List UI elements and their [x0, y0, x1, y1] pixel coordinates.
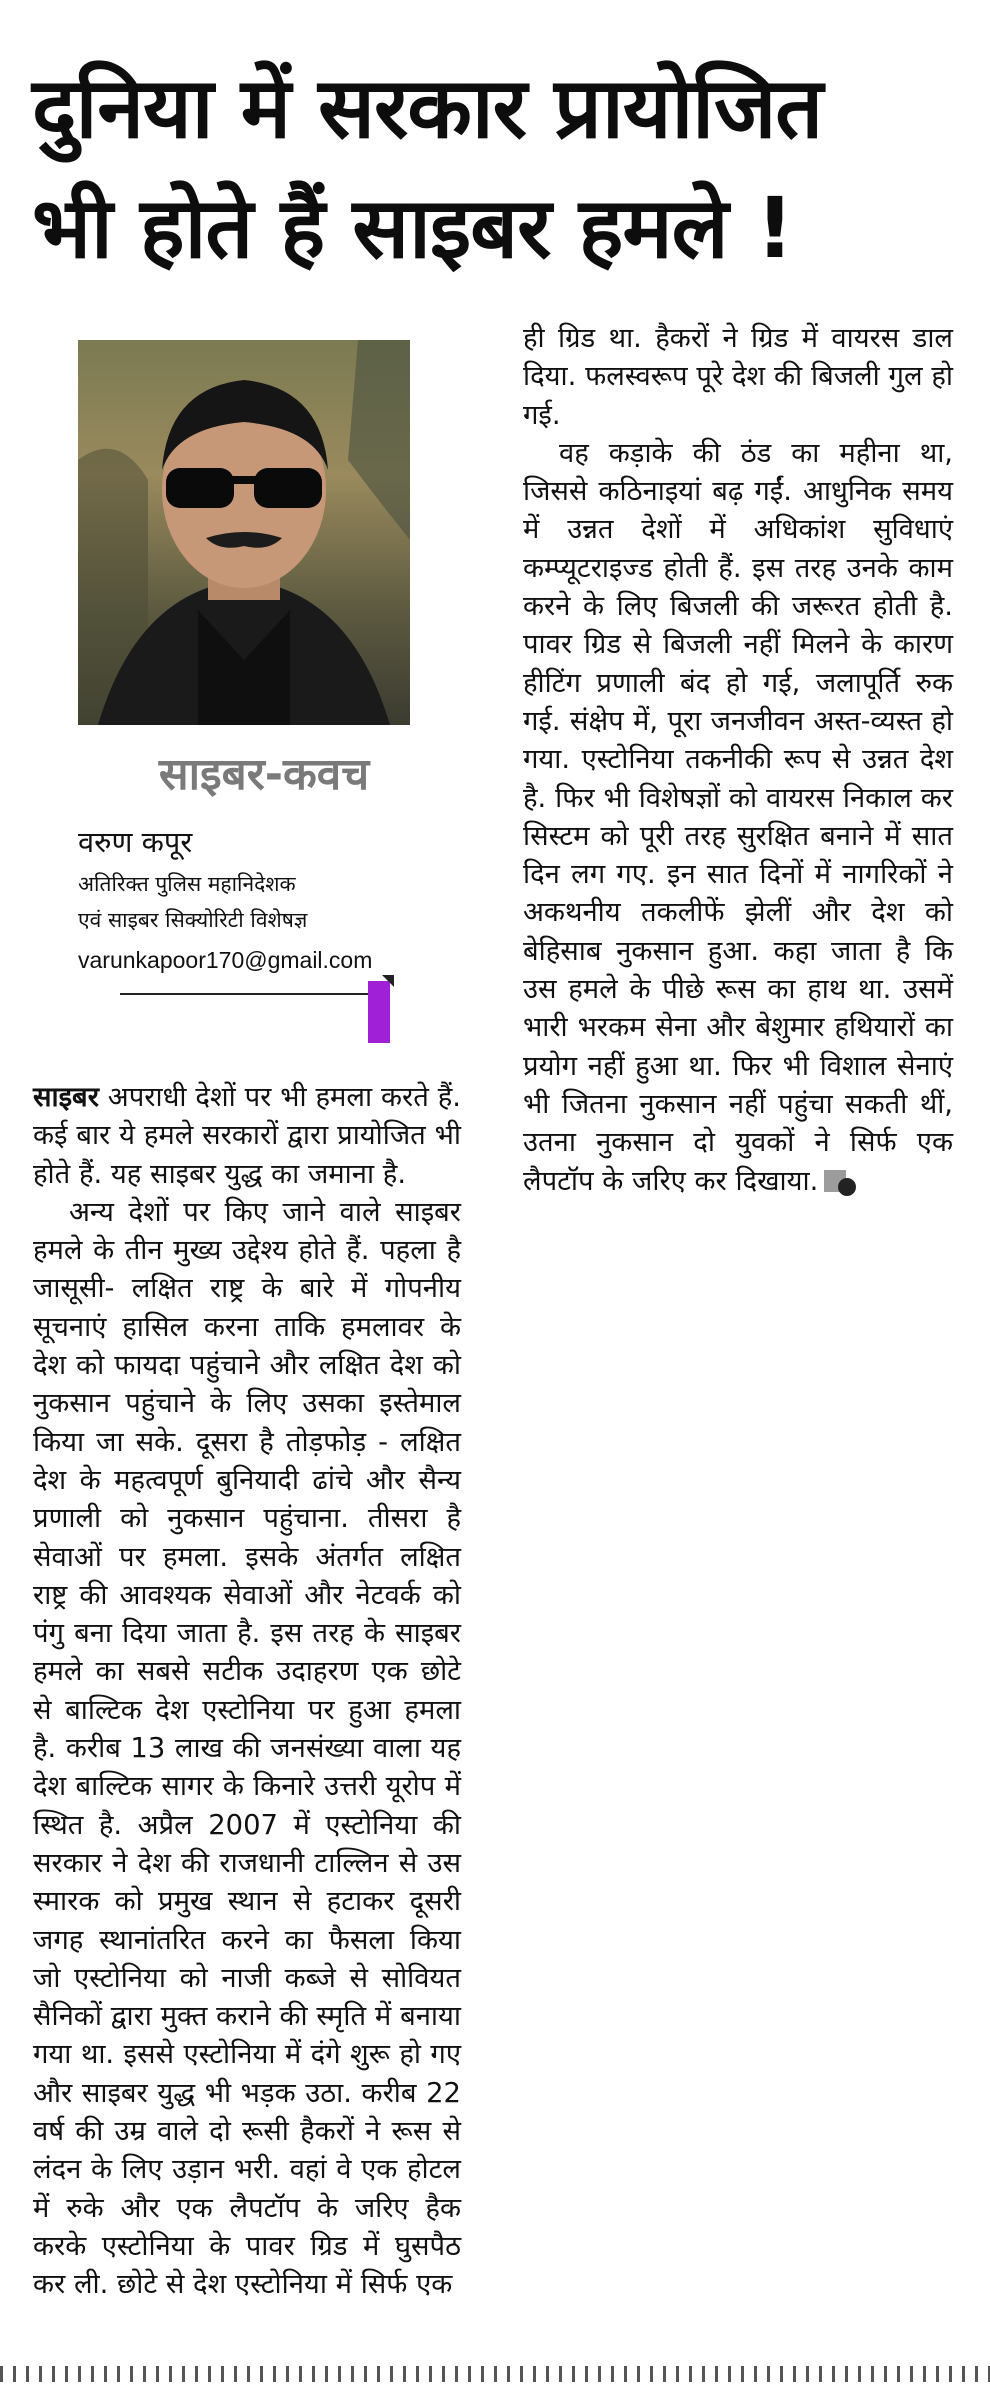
author-title-line-2: एवं साइबर सिक्योरिटी विशेषज्ञ	[78, 908, 308, 932]
author-title-line-1: अतिरिक्त पुलिस महानिदेशक	[78, 872, 296, 896]
author-name: वरुण कपूर	[78, 825, 193, 859]
author-portrait-image	[78, 340, 410, 725]
article-column-left	[33, 1079, 461, 2305]
headline-line-2: भी होते हैं साइबर हमले !	[32, 179, 794, 277]
page-bottom-border	[0, 2366, 990, 2382]
article-paragraph-3	[523, 435, 953, 1201]
column-name: साइबर-कवच	[158, 749, 370, 800]
article-paragraph-3-text: वह कड़ाके की ठंड का महीना था, जिससे कठिनाइयां बढ़ गईं. आधुनिक समय में उन्नत देशों में अधिकांश सुविधाएं कम्प्यूटराइज्ड होती हैं. इस तरह उनके काम करने के लिए बिजली की जरूरत होती है. पावर ग्रिड से बिजली नहीं मिलने के कारण हीटिंग प्रणाली बंद हो गई, जलापूर्ति रुक गई. संक्षेप में, पूरा जनजीवन अस्त-व्यस्त हो गया. एस्टोनिया तकनीकी रूप से उन्नत देश है. फिर भी विशेषज्ञों को वायरस निकाल कर सिस्टम को पूरी तरह सुरक्षित बनाने में सात दिन लग गए. इन सात दिनों में नागरिकों ने अकथनीय तकलीफें झेलीं और देश को बेहिसाब नुकसान हुआ. कहा जाता है कि उस हमले के पीछे रूस का हाथ था. उसमें भारी भरकम सेना और बेशुमार हथियारों का प्रयोग नहीं हुआ था. फिर भी विशाल सेनाएं भी जितना नुकसान नहीं पहुंचा सकती थीं, उतना नुकसान दो युवकों ने सिर्फ एक लैपटॉप के जरिए कर दिखाया.	[523, 437, 953, 1197]
headline	[32, 48, 962, 288]
end-of-article-icon	[824, 1170, 866, 1194]
article-lead-word: साइबर	[33, 1082, 99, 1113]
article-paragraph-2-continued: ही ग्रिड था. हैकरों ने ग्रिड में वायरस डाल दिया. फलस्वरूप पूरे देश की बिजली गुल हो गई.	[523, 323, 953, 431]
author-photo	[78, 340, 410, 725]
byline-accent-tab	[368, 981, 390, 1043]
article-paragraph-1	[33, 1079, 461, 1194]
byline-divider	[120, 993, 390, 995]
article-column-right	[523, 320, 953, 1201]
author-email[interactable]: varunkapoor170@gmail.com	[78, 947, 373, 973]
article-paragraph-2: अन्य देशों पर किए जाने वाले साइबर हमले के तीन मुख्य उद्देश्य होते हैं. पहला है जासूसी- लक्षित राष्ट्र के बारे में गोपनीय सूचनाएं हासिल करना ताकि हमलावर के देश को फायदा पहुंचाने और लक्षित देश को नुकसान पहुंचाने के लिए उसका इस्तेमाल किया जा सके. दूसरा है तोड़फोड़ - लक्षित देश के महत्वपूर्ण बुनियादी ढांचे और सैन्य प्रणाली को नुकसान पहुंचाना. तीसरा है सेवाओं पर हमला. इसके अंतर्गत लक्षित राष्ट्र की आवश्यक सेवाओं और नेटवर्क को पंगु बना दिया जाता है. इस तरह के साइबर हमले का सबसे सटीक उदाहरण एक छोटे से बाल्टिक देश एस्टोनिया पर हुआ हमला है. करीब 13 लाख की जनसंख्या वाला यह देश बाल्टिक सागर के किनारे उत्तरी यूरोप में स्थित है. अप्रैल 2007 में एस्टोनिया की सरकार ने देश की राजधानी टाल्लिन से उस स्मारक को प्रमुख स्थान से हटाकर दूसरी जगह स्थानांतरित करने का फैसला किया जो एस्टोनिया को नाजी कब्जे से सोवियत सैनिकों द्वारा मुक्त कराने की स्मृति में बनाया गया था. इससे एस्टोनिया में दंगे शुरू हो गए और साइबर युद्ध भी भड़क उठा. करीब 22 वर्ष की उम्र वाले दो रूसी हैकरों ने रूस से लंदन के लिए उड़ान भरी. वहां वे एक होटल में रुके और एक लैपटॉप के जरिए हैक करके एस्टोनिया के पावर ग्रिड में घुसपैठ कर ली. छोटे से देश एस्टोनिया में सिर्फ एक	[33, 1196, 461, 2301]
article-paragraph-1-text: अपराधी देशों पर भी हमला करते हैं. कई बार ये हमले सरकारों द्वारा प्रायोजित भी होते हैं. यह साइबर युद्ध का जमाना है.	[33, 1082, 461, 1190]
headline-line-1: दुनिया में सरकार प्रायोजित	[32, 59, 823, 157]
author-title	[78, 866, 307, 938]
